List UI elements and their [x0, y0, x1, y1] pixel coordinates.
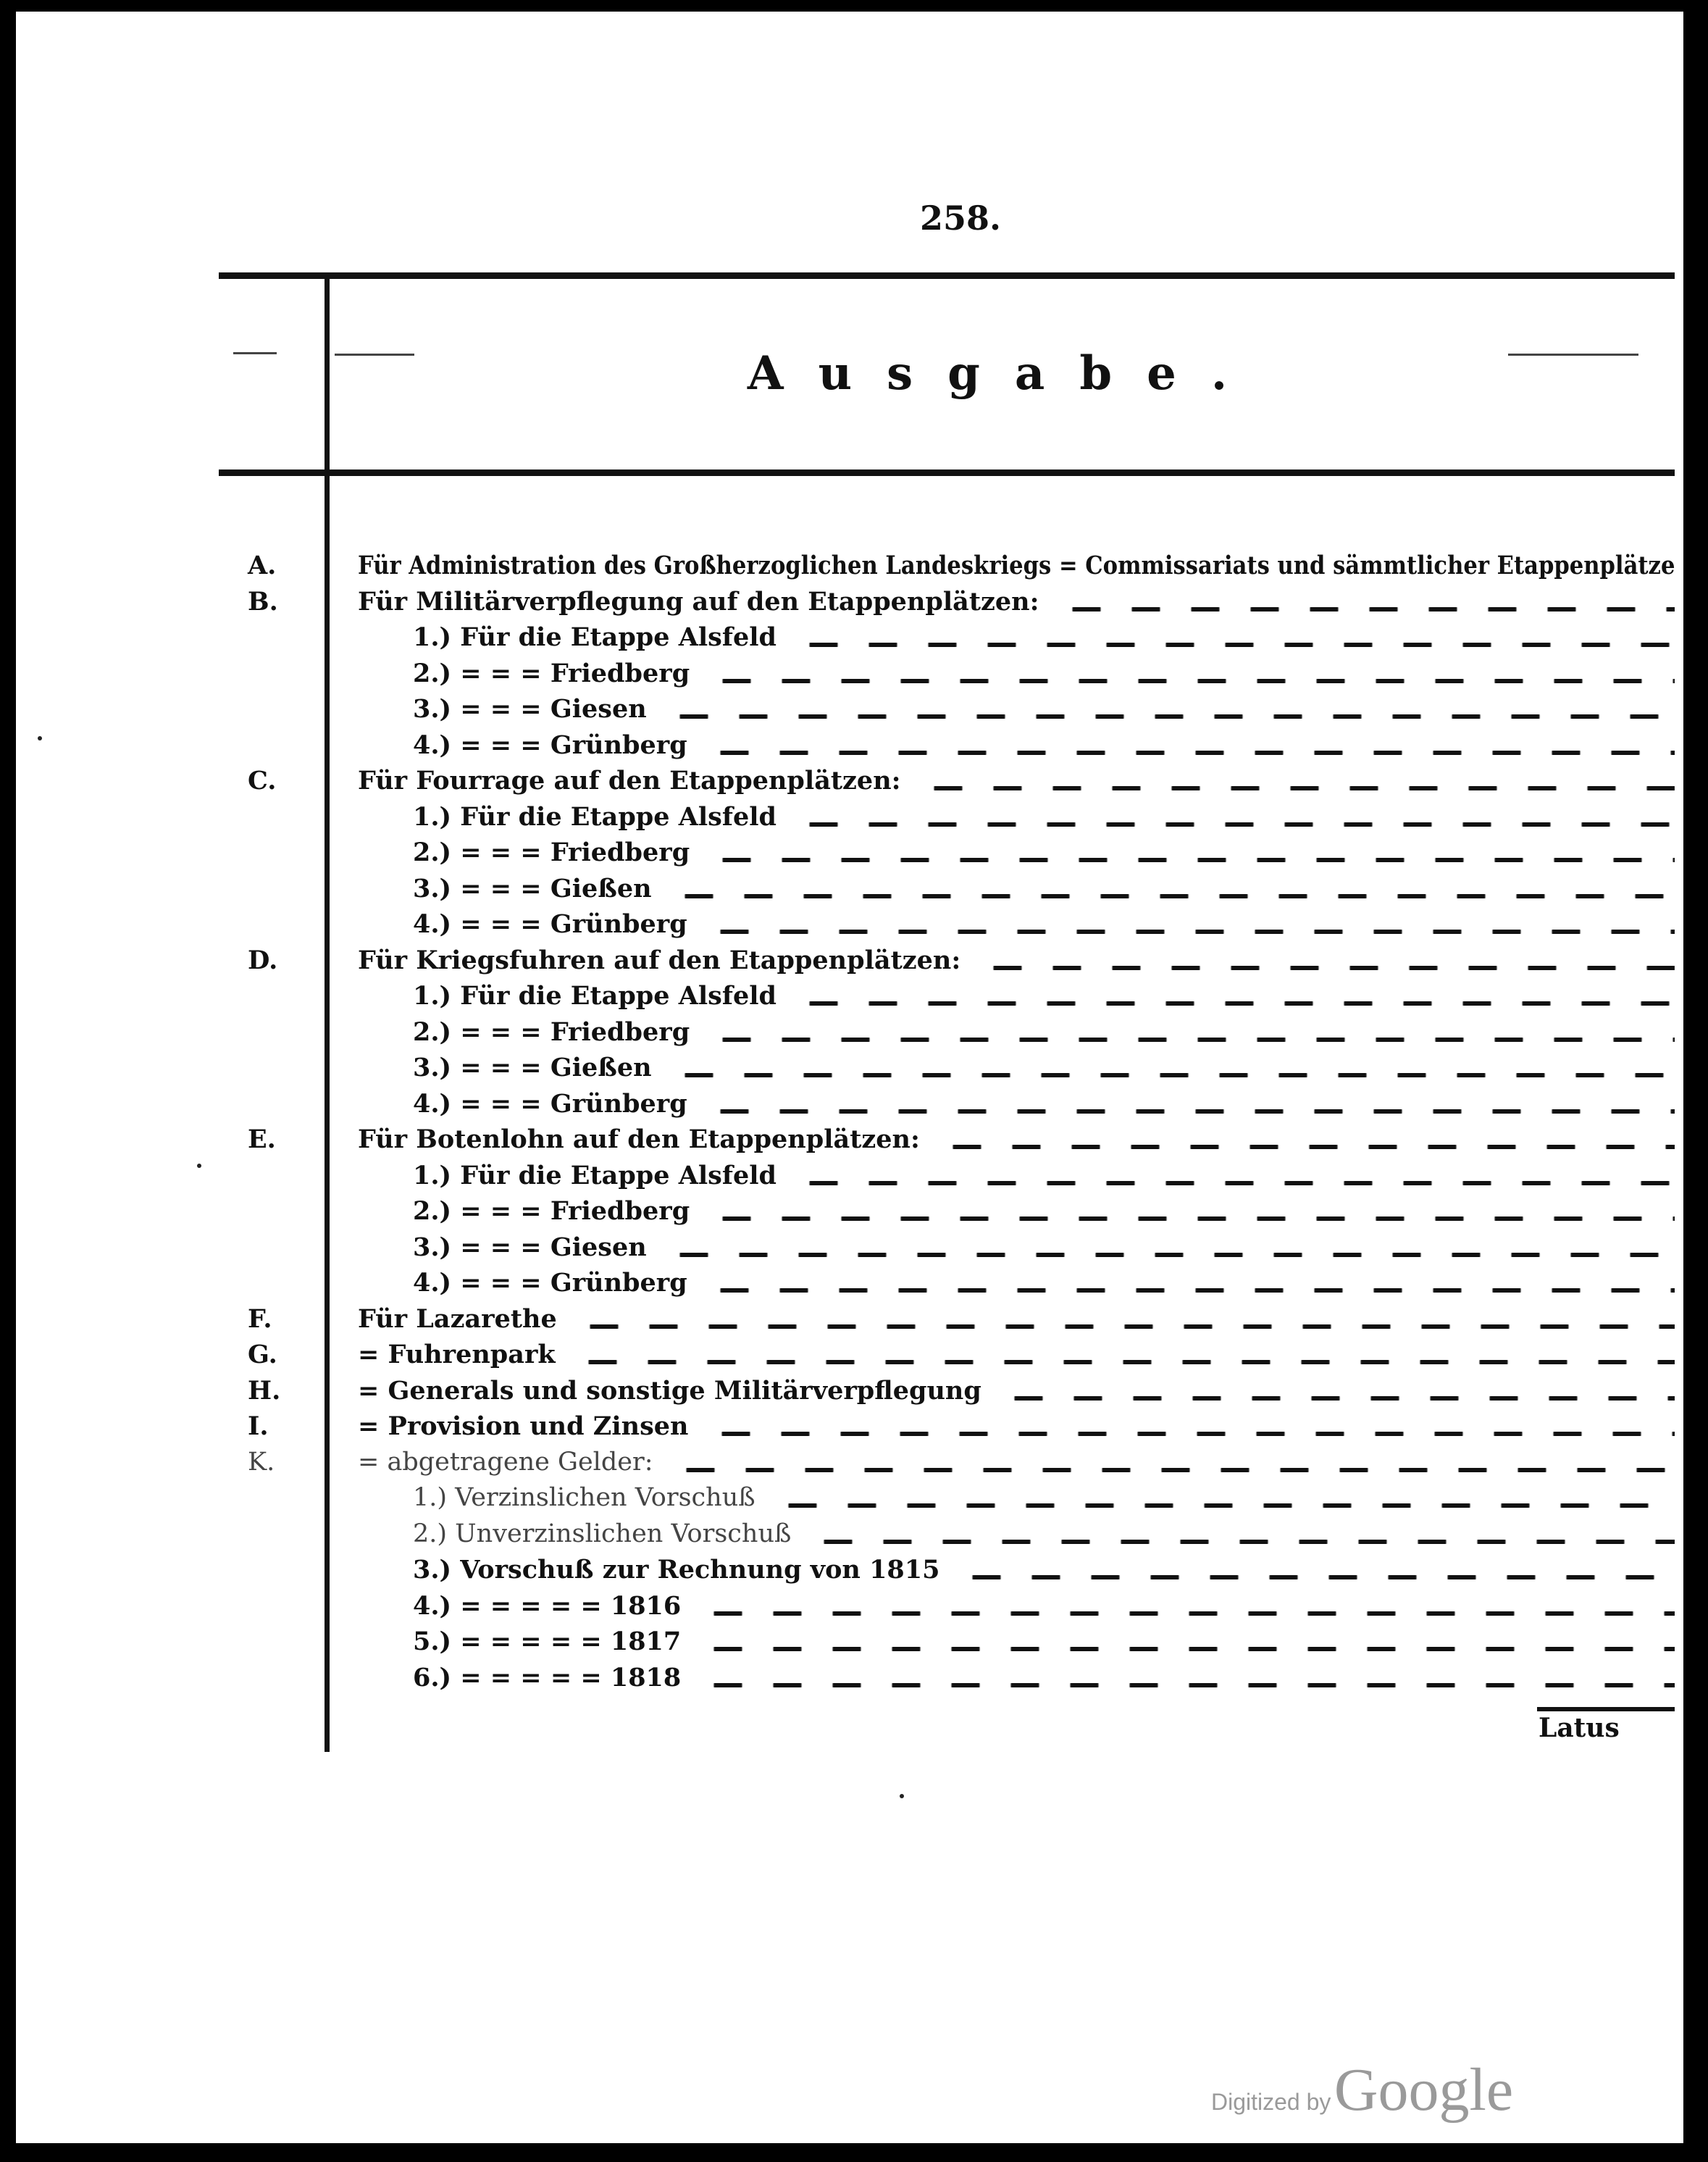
list-item — [16, 1089, 1683, 1125]
row-text: = Provision und Zinsen — [358, 1411, 689, 1441]
row-letter: A. — [248, 551, 277, 580]
list-item — [16, 1483, 1683, 1519]
dot-leader — [978, 966, 1675, 970]
row-letter: F. — [248, 1303, 272, 1334]
row-text: 4.) = = = Grünberg — [413, 730, 687, 760]
list-item — [16, 838, 1683, 874]
watermark-prefix: Digitized by — [1211, 2089, 1331, 2115]
row-text: Für Lazarethe — [358, 1303, 557, 1334]
list-item — [16, 766, 1683, 802]
dot-leader — [707, 1038, 1675, 1042]
dot-leader — [808, 1540, 1675, 1544]
dot-leader — [707, 679, 1675, 683]
row-text: 1.) Für die Etappe Alsfeld — [413, 1160, 776, 1190]
list-item — [16, 1124, 1683, 1161]
list-item — [16, 1340, 1683, 1376]
row-text: 1.) Für die Etappe Alsfeld — [413, 981, 776, 1011]
dot-leader — [794, 643, 1675, 647]
dot-leader — [707, 858, 1675, 862]
row-text: 6.) = = = = = 1818 — [413, 1662, 682, 1693]
row-text: 3.) = = = Giesen — [413, 1232, 647, 1262]
row-letter: B. — [248, 586, 278, 617]
row-text: = abgetragene Gelder: — [358, 1447, 653, 1477]
dot-leader — [937, 1145, 1675, 1149]
list-item — [16, 1017, 1683, 1053]
dot-leader — [574, 1324, 1675, 1329]
stray-dash — [335, 354, 414, 356]
row-text: Für Militärverpflegung auf den Etappenplätzen: — [358, 586, 1039, 617]
row-letter: I. — [248, 1411, 269, 1441]
row-text: 3.) = = = Gießen — [413, 873, 652, 903]
row-text: Für Fourrage auf den Etappenplätzen: — [358, 766, 901, 796]
row-letter: H. — [248, 1375, 281, 1406]
list-item — [16, 1555, 1683, 1591]
list-item — [16, 622, 1683, 659]
dot-leader — [773, 1503, 1675, 1508]
list-item — [16, 802, 1683, 838]
list-item — [16, 1591, 1683, 1627]
row-text: 4.) = = = Grünberg — [413, 909, 687, 939]
list-item — [16, 730, 1683, 767]
row-text: 2.) = = = Friedberg — [413, 658, 690, 688]
row-letter: E. — [248, 1124, 276, 1154]
dot-leader — [671, 1468, 1675, 1472]
list-item — [16, 1519, 1683, 1556]
dot-leader — [705, 1109, 1675, 1114]
row-text: 2.) = = = Friedberg — [413, 1196, 690, 1226]
page-number: 258. — [920, 199, 1002, 238]
dot-leader — [705, 751, 1675, 755]
list-item — [16, 551, 1683, 587]
list-item — [16, 1411, 1683, 1448]
row-letter: D. — [248, 945, 278, 975]
row-text: 2.) = = = Friedberg — [413, 1017, 690, 1047]
list-item — [16, 1053, 1683, 1089]
row-text: 1.) Verzinslichen Vorschuß — [413, 1483, 755, 1512]
row-text: 1.) Für die Etappe Alsfeld — [413, 622, 776, 652]
speck — [900, 1794, 904, 1798]
list-item — [16, 1232, 1683, 1269]
list-item — [16, 909, 1683, 946]
dot-leader — [707, 1216, 1675, 1221]
book-page — [16, 12, 1683, 2143]
row-letter: G. — [248, 1340, 277, 1369]
dot-leader — [794, 822, 1675, 827]
dot-leader — [669, 1073, 1675, 1077]
row-text: 2.) Unverzinslichen Vorschuß — [413, 1519, 792, 1548]
page-heading: Ausgabe. — [747, 346, 1263, 401]
google-logo: Google — [1334, 2056, 1514, 2124]
list-item — [16, 1376, 1683, 1412]
row-text: = Generals und sonstige Militärverpflegung — [358, 1375, 981, 1406]
dot-leader — [705, 930, 1675, 934]
row-text: 1.) Für die Etappe Alsfeld — [413, 801, 776, 832]
list-item — [16, 659, 1683, 695]
dot-leader — [573, 1360, 1675, 1364]
dot-leader — [705, 1288, 1675, 1293]
row-text: 3.) = = = Giesen — [413, 694, 647, 724]
list-item — [16, 1627, 1683, 1663]
row-letter: C. — [248, 766, 277, 796]
dot-leader — [918, 786, 1675, 790]
row-text: 4.) = = = = = 1816 — [413, 1590, 682, 1621]
list-item — [16, 1196, 1683, 1232]
row-text: Für Botenlohn auf den Etappenplätzen: — [358, 1124, 920, 1154]
row-text: = Fuhrenpark — [358, 1340, 556, 1369]
list-item — [16, 1304, 1683, 1340]
row-text: 5.) = = = = = 1817 — [413, 1627, 682, 1656]
digitized-watermark — [1211, 2055, 1513, 2125]
row-text: 4.) = = = Grünberg — [413, 1268, 687, 1298]
dot-leader — [698, 1647, 1675, 1651]
row-text: Für Kriegsfuhren auf den Etappenplätzen: — [358, 945, 961, 975]
dot-leader — [669, 894, 1675, 898]
row-text: 2.) = = = Friedberg — [413, 838, 690, 867]
expense-list — [16, 551, 1683, 1698]
list-item — [16, 1663, 1683, 1699]
row-text: Für Administration des Großherzoglichen Landeskriegs = Commissariats und sämmtlicher Etappenplätze — [358, 551, 1675, 580]
dot-leader — [664, 714, 1675, 719]
stray-dash — [233, 352, 277, 354]
dot-leader — [794, 1001, 1675, 1006]
dot-leader — [957, 1575, 1675, 1579]
list-item — [16, 946, 1683, 982]
row-text: 3.) Vorschuß zur Rechnung von 1815 — [413, 1555, 940, 1585]
list-item — [16, 694, 1683, 730]
list-item — [16, 587, 1683, 623]
dot-leader — [664, 1253, 1675, 1257]
dot-leader — [706, 1432, 1675, 1436]
row-letter: K. — [248, 1447, 275, 1477]
speck — [38, 736, 42, 740]
dot-leader — [1057, 607, 1675, 612]
row-text: 3.) = = = Gießen — [413, 1053, 652, 1082]
top-rule — [219, 272, 1675, 279]
list-item — [16, 981, 1683, 1017]
list-item — [16, 1448, 1683, 1484]
latus-label: Latus — [1539, 1713, 1620, 1743]
dot-leader — [794, 1181, 1675, 1185]
list-item — [16, 1161, 1683, 1197]
speck — [197, 1164, 201, 1168]
stray-dash — [1508, 354, 1638, 356]
list-item — [16, 874, 1683, 910]
dot-leader — [999, 1396, 1675, 1401]
list-item — [16, 1268, 1683, 1304]
total-rule — [1537, 1707, 1675, 1711]
row-text: 4.) = = = Grünberg — [413, 1088, 687, 1119]
dot-leader — [698, 1611, 1675, 1616]
heading-rule — [219, 469, 1675, 476]
dot-leader — [698, 1683, 1675, 1687]
